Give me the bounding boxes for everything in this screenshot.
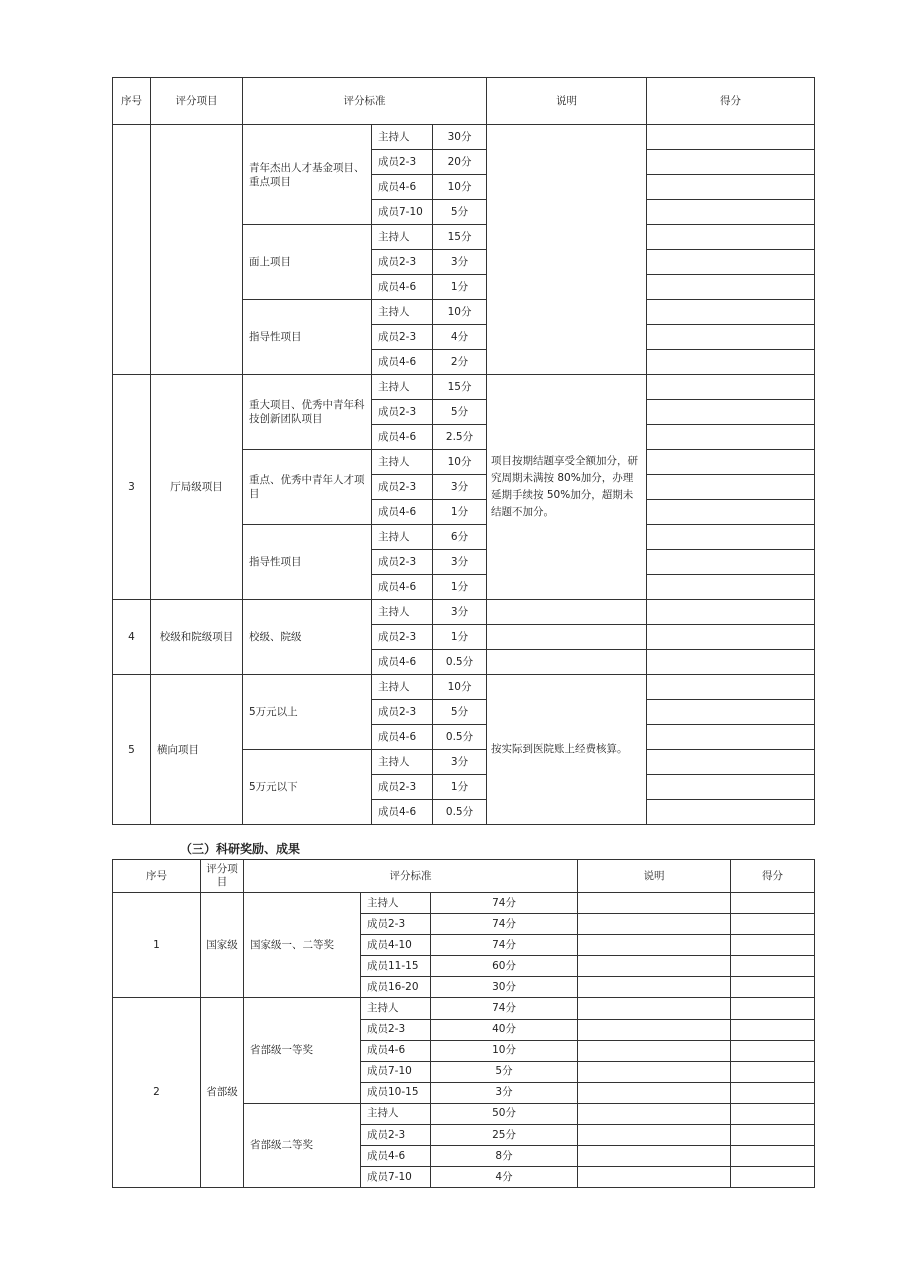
standard-name: 省部级一等奖 [244, 998, 361, 1103]
description [578, 1146, 731, 1167]
score-cell[interactable] [647, 275, 815, 300]
standard-name: 5万元以上 [243, 675, 372, 750]
header-item: 评分项目 [151, 78, 243, 125]
description [578, 914, 731, 935]
role: 成员7-10 [361, 1061, 431, 1082]
role: 成员2-3 [372, 625, 433, 650]
description: 按实际到医院账上经费核算。 [487, 675, 647, 825]
points: 3分 [433, 600, 487, 625]
score-cell[interactable] [731, 1146, 815, 1167]
score-cell[interactable] [647, 700, 815, 725]
score-cell[interactable] [647, 475, 815, 500]
score-cell[interactable] [647, 725, 815, 750]
role: 成员2-3 [372, 475, 433, 500]
points: 15分 [433, 375, 487, 400]
score-cell[interactable] [647, 625, 815, 650]
header-standard: 评分标准 [243, 78, 487, 125]
header-no: 序号 [113, 860, 201, 893]
score-cell[interactable] [731, 998, 815, 1019]
role: 成员4-10 [361, 935, 431, 956]
points: 74分 [431, 914, 578, 935]
role: 成员4-6 [372, 800, 433, 825]
score-cell[interactable] [647, 225, 815, 250]
score-cell[interactable] [647, 125, 815, 150]
row-item: 厅局级项目 [151, 375, 243, 600]
score-cell[interactable] [647, 650, 815, 675]
standard-name: 重大项目、优秀中青年科技创新团队项目 [243, 375, 372, 450]
description [578, 1040, 731, 1061]
standard-name: 重点、优秀中青年人才项目 [243, 450, 372, 525]
description: 项目按期结题享受全额加分，研究周期未满按 80%加分，办理延期手续按 50%加分，超期未结题不加分。 [487, 375, 647, 600]
header-score: 得分 [647, 78, 815, 125]
role: 成员11-15 [361, 956, 431, 977]
score-cell[interactable] [647, 300, 815, 325]
score-cell[interactable] [731, 1167, 815, 1188]
score-cell[interactable] [731, 1082, 815, 1103]
standard-name: 5万元以下 [243, 750, 372, 825]
description [578, 1167, 731, 1188]
score-cell[interactable] [647, 800, 815, 825]
section-title: （三）科研奖励、成果 [180, 842, 301, 856]
points: 4分 [433, 325, 487, 350]
description [578, 998, 731, 1019]
header-standard: 评分标准 [244, 860, 578, 893]
score-table-projects [112, 77, 815, 825]
score-cell[interactable] [647, 175, 815, 200]
role: 成员16-20 [361, 977, 431, 998]
score-cell[interactable] [647, 525, 815, 550]
score-cell[interactable] [647, 500, 815, 525]
points: 2.5分 [433, 425, 487, 450]
role: 成员2-3 [372, 250, 433, 275]
role: 成员2-3 [372, 775, 433, 800]
score-cell[interactable] [731, 935, 815, 956]
description [578, 893, 731, 914]
description [578, 935, 731, 956]
role: 主持人 [372, 375, 433, 400]
row-no: 5 [113, 675, 151, 825]
description [578, 1061, 731, 1082]
points: 5分 [433, 700, 487, 725]
points: 10分 [433, 675, 487, 700]
points: 3分 [433, 475, 487, 500]
points: 15分 [433, 225, 487, 250]
role: 成员2-3 [372, 700, 433, 725]
role: 成员4-6 [372, 500, 433, 525]
role: 主持人 [372, 525, 433, 550]
header-desc: 说明 [578, 860, 731, 893]
role: 主持人 [361, 893, 431, 914]
score-table-awards [112, 859, 815, 1188]
score-cell[interactable] [647, 150, 815, 175]
score-cell[interactable] [647, 200, 815, 225]
row-item: 国家级 [201, 893, 244, 998]
role: 成员7-10 [372, 200, 433, 225]
points: 5分 [433, 400, 487, 425]
role: 主持人 [372, 125, 433, 150]
score-cell[interactable] [731, 893, 815, 914]
header-item: 评分项目 [201, 860, 244, 893]
score-cell[interactable] [647, 750, 815, 775]
points: 60分 [431, 956, 578, 977]
standard-name: 青年杰出人才基金项目、重点项目 [243, 125, 372, 225]
score-cell[interactable] [647, 450, 815, 475]
description [578, 1103, 731, 1124]
description [578, 956, 731, 977]
standard-name: 面上项目 [243, 225, 372, 300]
score-cell[interactable] [647, 375, 815, 400]
row-no: 1 [113, 893, 201, 998]
points: 40分 [431, 1019, 578, 1040]
points: 30分 [433, 125, 487, 150]
points: 74分 [431, 998, 578, 1019]
score-cell[interactable] [647, 400, 815, 425]
points: 10分 [431, 1040, 578, 1061]
score-cell[interactable] [731, 1040, 815, 1061]
points: 4分 [431, 1167, 578, 1188]
role: 成员4-6 [372, 275, 433, 300]
role: 成员2-3 [372, 400, 433, 425]
points: 2分 [433, 350, 487, 375]
score-cell[interactable] [647, 575, 815, 600]
score-cell[interactable] [731, 1019, 815, 1040]
role: 主持人 [372, 675, 433, 700]
score-cell[interactable] [731, 977, 815, 998]
role: 成员4-6 [372, 175, 433, 200]
points: 8分 [431, 1146, 578, 1167]
points: 3分 [433, 550, 487, 575]
score-cell[interactable] [647, 600, 815, 625]
role: 主持人 [372, 600, 433, 625]
score-cell[interactable] [647, 425, 815, 450]
score-cell[interactable] [647, 775, 815, 800]
points: 6分 [433, 525, 487, 550]
description [578, 977, 731, 998]
score-cell[interactable] [647, 250, 815, 275]
description [487, 600, 647, 625]
score-cell[interactable] [647, 350, 815, 375]
points: 10分 [433, 450, 487, 475]
description [487, 650, 647, 675]
description [578, 1019, 731, 1040]
points: 30分 [431, 977, 578, 998]
row-item: 省部级 [201, 998, 244, 1188]
standard-name: 国家级一、二等奖 [244, 893, 361, 998]
score-cell[interactable] [731, 1125, 815, 1146]
score-cell[interactable] [731, 1061, 815, 1082]
role: 成员2-3 [372, 550, 433, 575]
role: 成员4-6 [361, 1146, 431, 1167]
score-cell[interactable] [647, 325, 815, 350]
points: 74分 [431, 893, 578, 914]
points: 20分 [433, 150, 487, 175]
role: 成员2-3 [361, 914, 431, 935]
role: 成员4-6 [372, 575, 433, 600]
role: 成员4-6 [372, 350, 433, 375]
row-no: 2 [113, 998, 201, 1188]
row-no [113, 125, 151, 375]
points: 1分 [433, 275, 487, 300]
points: 10分 [433, 175, 487, 200]
role: 主持人 [361, 998, 431, 1019]
points: 25分 [431, 1125, 578, 1146]
standard-name: 指导性项目 [243, 525, 372, 600]
role: 成员4-6 [361, 1040, 431, 1061]
role: 成员2-3 [372, 325, 433, 350]
points: 1分 [433, 575, 487, 600]
description [487, 625, 647, 650]
score-cell[interactable] [731, 956, 815, 977]
points: 1分 [433, 775, 487, 800]
score-cell[interactable] [647, 550, 815, 575]
role: 成员7-10 [361, 1167, 431, 1188]
role: 主持人 [361, 1103, 431, 1124]
points: 3分 [433, 750, 487, 775]
score-cell[interactable] [731, 914, 815, 935]
standard-name: 指导性项目 [243, 300, 372, 375]
role: 主持人 [372, 750, 433, 775]
header-no: 序号 [113, 78, 151, 125]
points: 1分 [433, 500, 487, 525]
role: 成员4-6 [372, 650, 433, 675]
points: 10分 [433, 300, 487, 325]
row-item [151, 125, 243, 375]
points: 0.5分 [433, 725, 487, 750]
role: 主持人 [372, 300, 433, 325]
role: 成员4-6 [372, 725, 433, 750]
points: 74分 [431, 935, 578, 956]
score-cell[interactable] [731, 1103, 815, 1124]
row-item: 校级和院级项目 [151, 600, 243, 675]
row-no: 4 [113, 600, 151, 675]
points: 3分 [433, 250, 487, 275]
points: 1分 [433, 625, 487, 650]
points: 3分 [431, 1082, 578, 1103]
row-item: 横向项目 [151, 675, 243, 825]
description [487, 125, 647, 375]
standard-name: 校级、院级 [243, 600, 372, 675]
description [578, 1082, 731, 1103]
role: 成员2-3 [361, 1125, 431, 1146]
score-cell[interactable] [647, 675, 815, 700]
header-desc: 说明 [487, 78, 647, 125]
points: 5分 [431, 1061, 578, 1082]
role: 主持人 [372, 225, 433, 250]
points: 5分 [433, 200, 487, 225]
role: 成员10-15 [361, 1082, 431, 1103]
points: 50分 [431, 1103, 578, 1124]
description [578, 1125, 731, 1146]
role: 主持人 [372, 450, 433, 475]
row-no: 3 [113, 375, 151, 600]
role: 成员2-3 [361, 1019, 431, 1040]
standard-name: 省部级二等奖 [244, 1103, 361, 1187]
header-score: 得分 [731, 860, 815, 893]
role: 成员2-3 [372, 150, 433, 175]
points: 0.5分 [433, 800, 487, 825]
role: 成员4-6 [372, 425, 433, 450]
points: 0.5分 [433, 650, 487, 675]
